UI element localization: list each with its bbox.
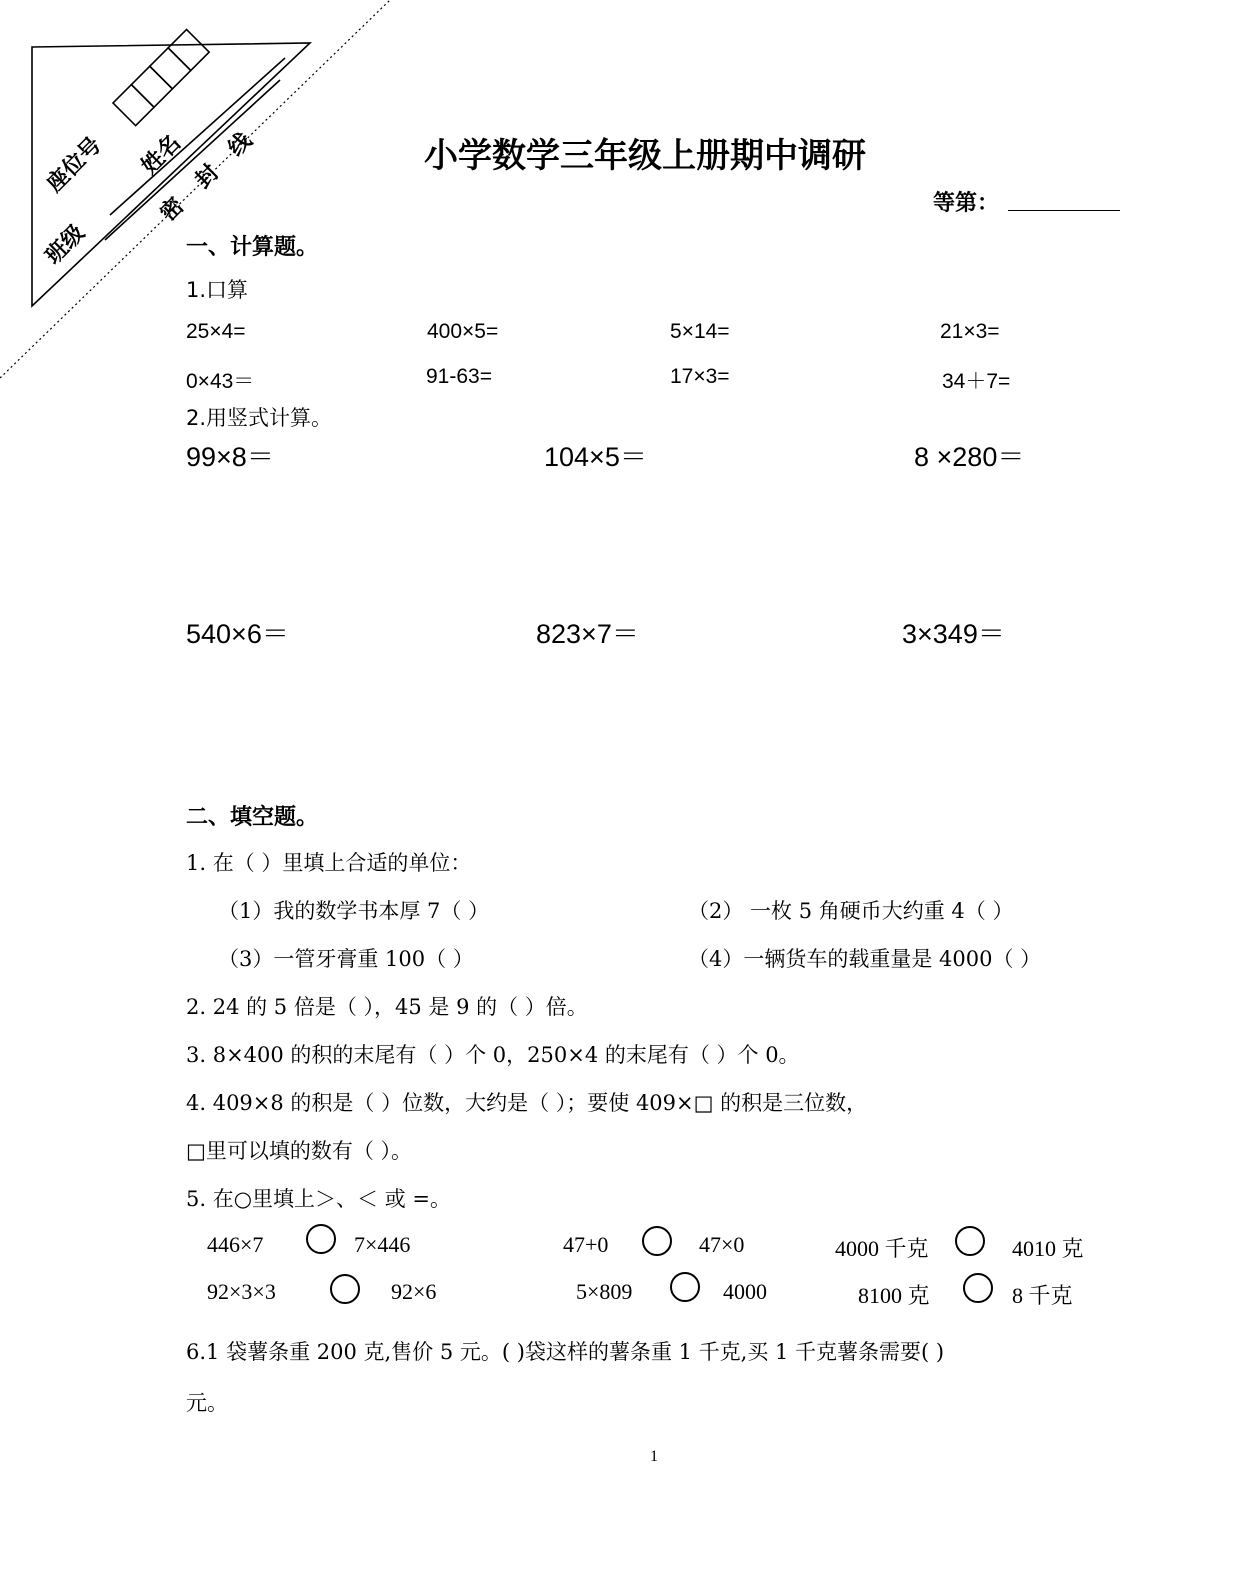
oral-heading: 1.口算 xyxy=(186,278,249,302)
question-5: 5. 在○里填上＞、＜ 或 =。 xyxy=(186,1187,451,1211)
compare-left: 47+0 xyxy=(563,1232,609,1257)
oral-problem: 21×3= xyxy=(940,320,1000,343)
oral-problem: 17×3= xyxy=(670,365,730,388)
question-1-item: （1）我的数学书本厚 7（ ） xyxy=(218,899,490,923)
oral-problem: 0×43＝ xyxy=(186,370,255,393)
vertical-problem: 540×6＝ xyxy=(186,619,289,649)
compare-circle[interactable] xyxy=(330,1274,360,1304)
compare-right: 92×6 xyxy=(391,1279,437,1304)
compare-left: 8100 克 xyxy=(858,1283,930,1308)
oral-problem: 400×5= xyxy=(427,320,499,343)
page-title: 小学数学三年级上册期中调研 xyxy=(424,136,866,176)
oral-problem: 34＋7= xyxy=(942,370,1011,393)
seal-char-mi: 密 xyxy=(155,193,190,227)
compare-circle[interactable] xyxy=(955,1226,985,1256)
section1-heading: 一、计算题。 xyxy=(186,235,319,260)
vertical-problem: 823×7＝ xyxy=(536,619,639,649)
question-1: 1. 在（ ）里填上合适的单位： xyxy=(186,851,472,875)
seal-char-xian: 线 xyxy=(223,128,258,162)
vertical-problem: 99×8＝ xyxy=(186,442,274,472)
grade-blank-line[interactable] xyxy=(1008,210,1120,211)
page-number: 1 xyxy=(650,1448,658,1465)
compare-circle[interactable] xyxy=(642,1226,672,1256)
section2-heading: 二、填空题。 xyxy=(186,805,319,830)
question-4-line1: 4. 409×8 的积是（ ）位数，大约是（ ）；要使 409×□ 的积是三位数， xyxy=(186,1091,868,1115)
question-6-line2: 元。 xyxy=(186,1391,228,1415)
compare-left: 5×809 xyxy=(576,1279,633,1304)
compare-circle[interactable] xyxy=(963,1273,993,1303)
oral-problem: 91-63= xyxy=(426,365,492,388)
question-3: 3. 8×400 的积的末尾有（ ）个 0，250×4 的末尾有（ ）个 0。 xyxy=(186,1043,800,1067)
question-1-item: （3）一管牙膏重 100（ ） xyxy=(218,947,474,971)
seal-char-feng: 封 xyxy=(190,160,225,194)
question-1-item: （4）一辆货车的载重量是 4000（ ） xyxy=(688,947,1042,971)
class-label: 班级 xyxy=(41,220,90,270)
compare-left: 446×7 xyxy=(207,1232,264,1257)
compare-circle[interactable] xyxy=(670,1272,700,1302)
compare-right: 47×0 xyxy=(699,1232,745,1257)
oral-problem: 25×4= xyxy=(186,320,246,343)
grade-label: 等第： xyxy=(933,191,1000,216)
vertical-problem: 8 ×280＝ xyxy=(914,442,1025,472)
compare-circle[interactable] xyxy=(306,1224,336,1254)
question-6-line1: 6.1 袋薯条重 200 克,售价 5 元。( )袋这样的薯条重 1 千克,买 1 千克薯条需要( ) xyxy=(186,1340,945,1364)
compare-left: 92×3×3 xyxy=(207,1279,276,1304)
seat-number-label: 座位号 xyxy=(42,132,107,198)
name-label: 姓名 xyxy=(137,130,186,180)
compare-right: 4010 克 xyxy=(1012,1236,1084,1261)
compare-right: 4000 xyxy=(723,1279,767,1304)
compare-right: 7×446 xyxy=(354,1232,411,1257)
question-2: 2. 24 的 5 倍是（ ），45 是 9 的（ ）倍。 xyxy=(186,995,588,1019)
question-4-line2: □里可以填的数有（ ）。 xyxy=(186,1139,413,1163)
oral-problem: 5×14= xyxy=(670,320,730,343)
vertical-calc-heading: 2.用竖式计算。 xyxy=(186,406,333,430)
vertical-problem: 104×5＝ xyxy=(544,442,647,472)
question-1-item: （2） 一枚 5 角硬币大约重 4（ ） xyxy=(688,899,1014,923)
vertical-problem: 3×349＝ xyxy=(902,619,1005,649)
compare-right: 8 千克 xyxy=(1012,1283,1073,1308)
compare-left: 4000 千克 xyxy=(835,1236,929,1261)
